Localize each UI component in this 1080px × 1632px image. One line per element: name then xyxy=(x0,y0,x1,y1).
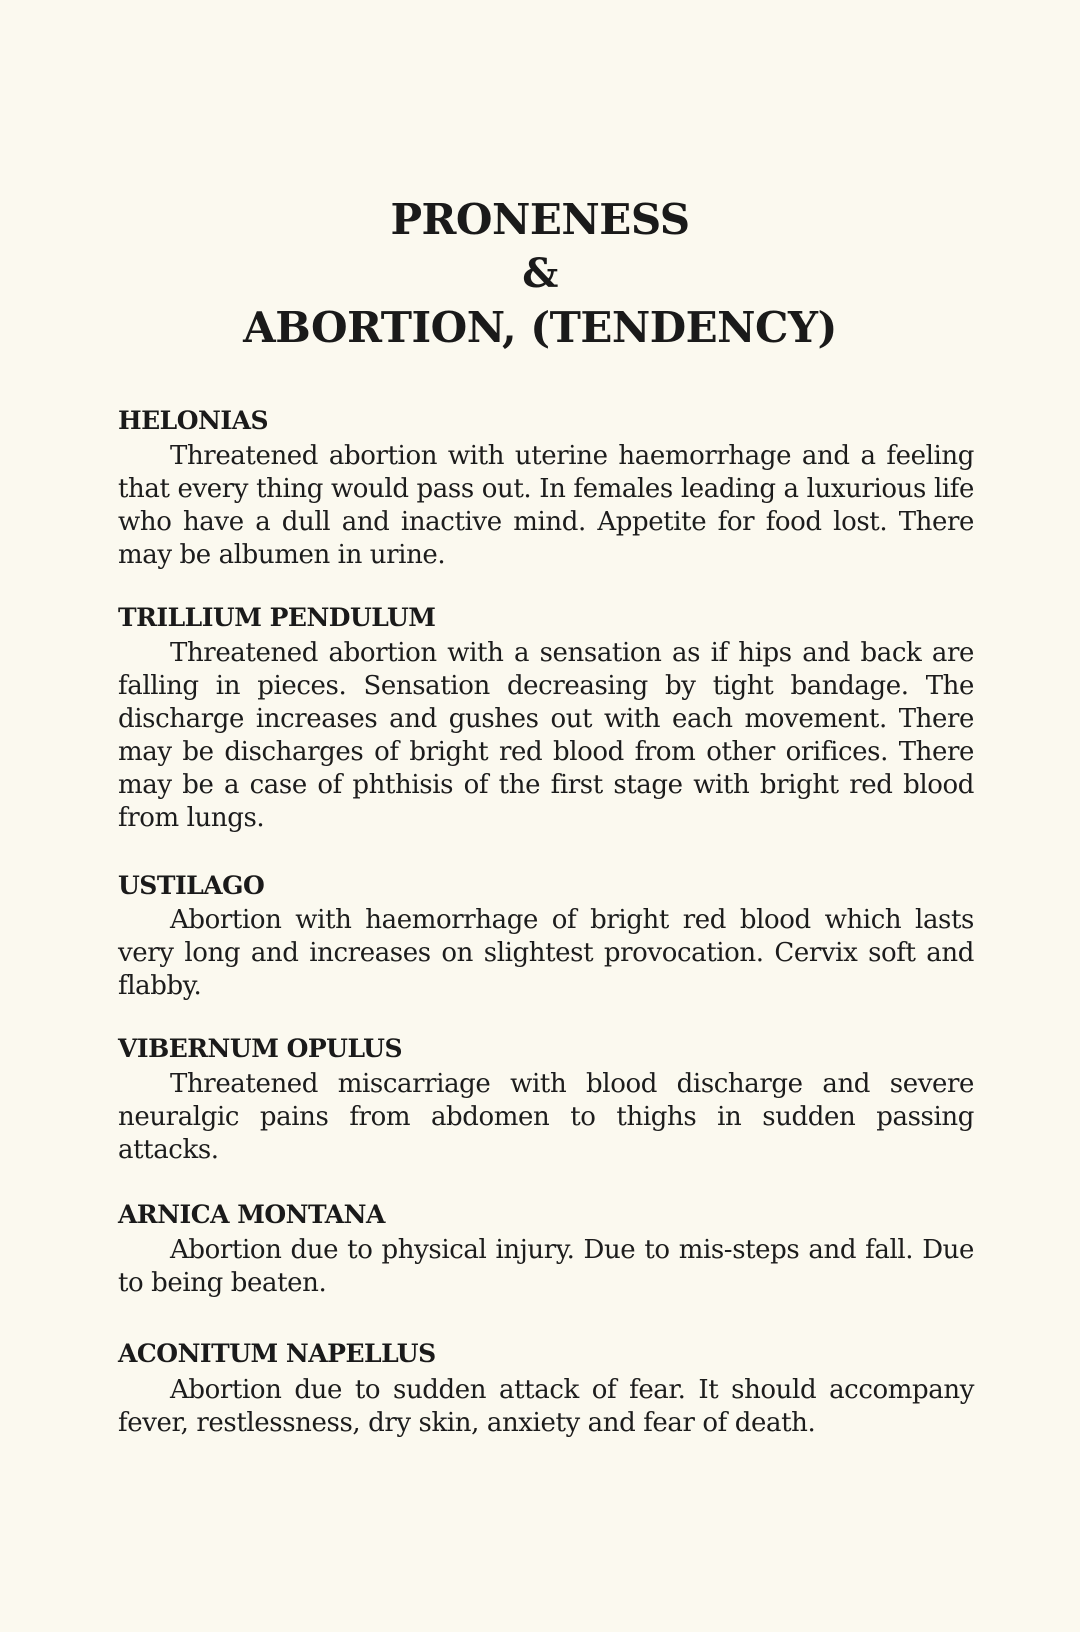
remedy-heading-aconitum-napellus: ACONITUM NAPELLUS xyxy=(118,1339,436,1368)
page-title-line-3: ABORTION, (TENDENCY) xyxy=(243,303,837,352)
remedy-heading-vibernum-opulus: VIBERNUM OPULUS xyxy=(118,1034,403,1063)
remedy-text-trillium-pendulum: Threatened abortion with a sensation as if hips and back are falling in pieces. Sensation decreasing by tight bandage. The discharge increases and gushes out with each movement. There may be discharges of bright red blood from other orifices. There may be a case of phthisis of the first stage with bright red blood from lungs. xyxy=(118,638,974,833)
page-title-ampersand: & xyxy=(522,250,558,297)
remedy-text-aconitum-napellus: Abortion due to sudden attack of fear. It should accompany fever, restlessness, dry skin, anxiety and fear of death. xyxy=(118,1375,974,1438)
remedy-heading-helonias: HELONIAS xyxy=(118,406,269,435)
remedy-heading-ustilago: USTILAGO xyxy=(118,871,265,900)
remedy-text-vibernum-opulus: Threatened miscarriage with blood discharge and severe neuralgic pains from abdomen to thighs in sudden passing attacks. xyxy=(118,1069,974,1165)
remedy-heading-arnica-montana: ARNICA MONTANA xyxy=(118,1200,385,1229)
remedy-heading-trillium-pendulum: TRILLIUM PENDULUM xyxy=(118,603,436,632)
remedy-text-arnica-montana: Abortion due to physical injury. Due to mis-steps and fall. Due to being beaten. xyxy=(118,1235,974,1298)
page-title-line-1: PRONENESS xyxy=(390,195,690,244)
remedy-text-ustilago: Abortion with haemorrhage of bright red blood which lasts very long and increases on slightest provocation. Cervix soft and flabby. xyxy=(118,905,974,1001)
remedy-text-helonias: Threatened abortion with uterine haemorrhage and a feeling that every thing would pass out. In females leading a luxurious life who have a dull and inactive mind. Appetite for food lost. There may be albumen in urine. xyxy=(118,441,974,570)
bleed-through-texture xyxy=(100,110,980,143)
